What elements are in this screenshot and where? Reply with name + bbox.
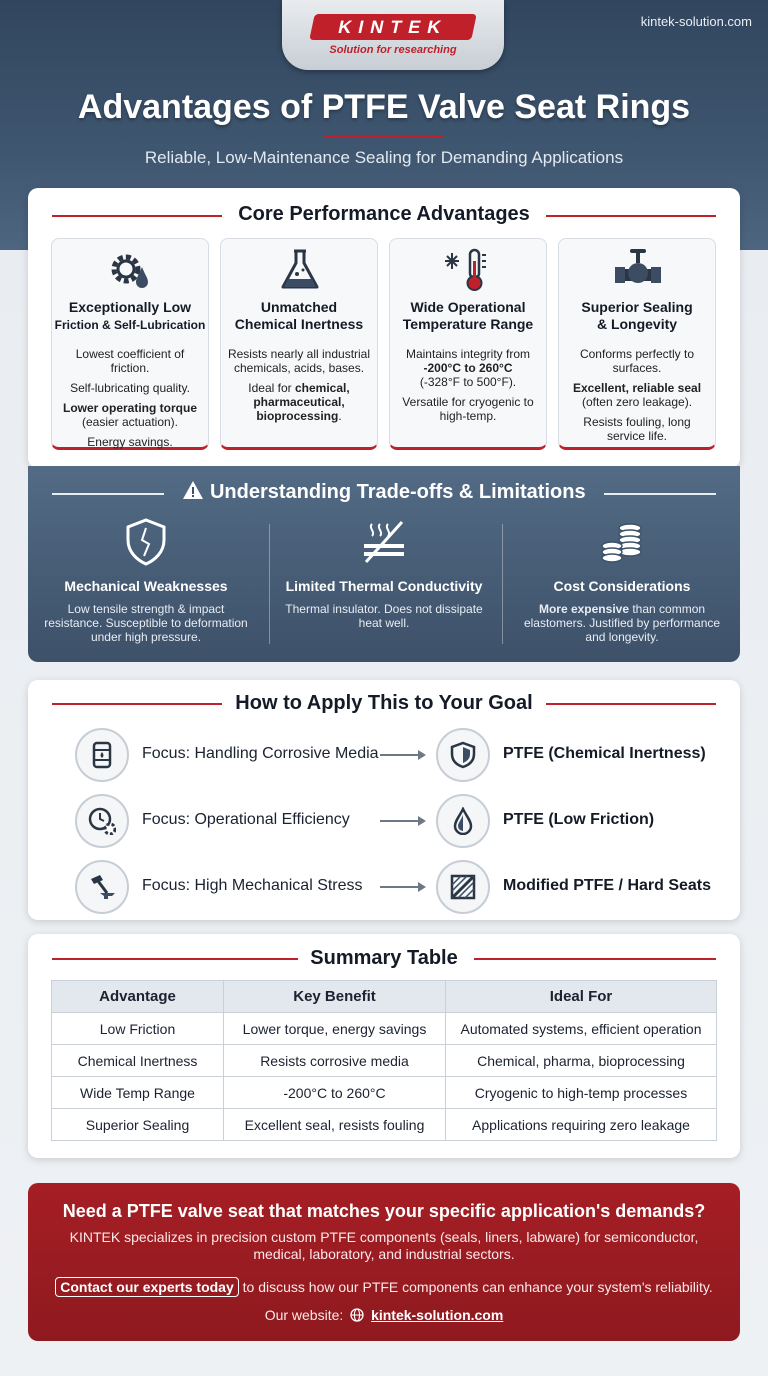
tradeoff-text: More expensive than common elastomers. Justified by performance and longevity. bbox=[523, 602, 721, 644]
summary-table bbox=[51, 980, 717, 1141]
advantage-title: Exceptionally Low Friction & Self-Lubrication bbox=[54, 299, 206, 332]
result-icon-circle bbox=[436, 728, 490, 782]
section-rule-right bbox=[546, 703, 716, 705]
focus-icon-circle bbox=[75, 728, 129, 782]
cta-heading: Need a PTFE valve seat that matches your specific application's demands? bbox=[62, 1201, 706, 1221]
barrel-icon bbox=[88, 741, 116, 769]
table-cell: Resists corrosive media bbox=[224, 1045, 446, 1077]
table-row bbox=[52, 1045, 717, 1077]
shield-icon bbox=[449, 741, 477, 769]
hammer-anvil-icon bbox=[88, 873, 116, 901]
result-icon-circle bbox=[436, 860, 490, 914]
core-advantages-section bbox=[28, 188, 740, 468]
tradeoff-title: Cost Considerations bbox=[553, 578, 691, 594]
result-text: Modified PTFE / Hard Seats bbox=[503, 877, 712, 894]
tradeoff-thermal bbox=[266, 518, 502, 648]
table-row bbox=[52, 1013, 717, 1045]
apply-row-efficiency bbox=[28, 794, 740, 850]
advantage-title: Superior Sealing & Longevity bbox=[581, 299, 693, 332]
table-header-row bbox=[52, 981, 717, 1013]
logo: KINTEK bbox=[309, 14, 477, 40]
table-cell: Superior Sealing bbox=[52, 1109, 224, 1141]
gear-drop-icon bbox=[106, 247, 156, 293]
focus-text: Focus: High Mechanical Stress bbox=[142, 877, 363, 894]
focus-text: Focus: Handling Corrosive Media bbox=[142, 745, 379, 762]
focus-icon-circle bbox=[75, 860, 129, 914]
result-text: PTFE (Low Friction) bbox=[503, 811, 655, 828]
globe-icon bbox=[350, 1308, 364, 1322]
website-link[interactable]: kintek-solution.com bbox=[371, 1307, 504, 1323]
warning-icon bbox=[182, 480, 204, 500]
title-divider bbox=[324, 136, 444, 138]
summary-heading: Summary Table bbox=[310, 947, 458, 969]
column-header: Key Benefit bbox=[224, 981, 446, 1013]
column-header: Ideal For bbox=[446, 981, 717, 1013]
arrow-icon bbox=[380, 820, 424, 822]
tradeoff-title: Mechanical Weaknesses bbox=[64, 578, 228, 594]
advantage-card-friction bbox=[51, 238, 209, 450]
hatched-square-icon bbox=[449, 873, 477, 901]
table-cell: Automated systems, efficient operation bbox=[446, 1013, 717, 1045]
table-cell: Cryogenic to high-temp processes bbox=[446, 1077, 717, 1109]
core-advantages-heading: Core Performance Advantages bbox=[238, 203, 530, 225]
focus-icon-circle bbox=[75, 794, 129, 848]
table-cell: Low Friction bbox=[52, 1013, 224, 1045]
clock-gear-icon bbox=[88, 807, 116, 835]
advantage-title: Wide Operational Temperature Range bbox=[402, 299, 534, 332]
heat-slash-icon bbox=[362, 518, 406, 566]
section-rule-right bbox=[604, 493, 716, 495]
section-rule-right bbox=[546, 215, 716, 217]
table-cell: Wide Temp Range bbox=[52, 1077, 224, 1109]
advantage-body: Conforms perfectly to surfaces. Excellent, reliable seal (often zero leakage). Resists fouling, long service life. bbox=[572, 347, 702, 443]
page-title: Advantages of PTFE Valve Seat Rings bbox=[77, 88, 691, 126]
advantage-body: Maintains integrity from -200°C to 260°C (-328°F to 500°F). Versatile for cryogenic to high-temp. bbox=[402, 347, 534, 423]
advantage-card-sealing bbox=[558, 238, 716, 450]
table-cell: Applications requiring zero leakage bbox=[446, 1109, 717, 1141]
site-url-link[interactable]: kintek-solution.com bbox=[640, 14, 752, 29]
table-row bbox=[52, 1109, 717, 1141]
coins-icon bbox=[600, 518, 644, 566]
focus-text: Focus: Operational Efficiency bbox=[142, 811, 350, 828]
contact-experts-button[interactable]: Contact our experts today bbox=[55, 1277, 238, 1297]
logo-tagline: Solution for researching bbox=[329, 44, 457, 56]
section-rule-right bbox=[474, 958, 716, 960]
tradeoff-text: Low tensile strength & impact resistance. Susceptible to deformation under high pressure. bbox=[44, 602, 248, 644]
tradeoff-cost bbox=[504, 518, 740, 648]
logo-tab[interactable] bbox=[282, 0, 504, 70]
flask-icon bbox=[275, 247, 325, 293]
apply-heading: How to Apply This to Your Goal bbox=[235, 692, 533, 714]
page-subtitle: Reliable, Low-Maintenance Sealing for Demanding Applications bbox=[144, 148, 624, 167]
website-label: Our website: bbox=[264, 1307, 344, 1323]
thermometer-snowflake-icon bbox=[444, 247, 494, 293]
tradeoff-mechanical bbox=[28, 518, 264, 648]
result-icon-circle bbox=[436, 794, 490, 848]
cta-section bbox=[28, 1183, 740, 1341]
cta-website bbox=[28, 1307, 740, 1323]
apply-row-corrosive bbox=[28, 728, 740, 784]
table-cell: Chemical, pharma, bioprocessing bbox=[446, 1045, 717, 1077]
valve-icon bbox=[613, 247, 663, 293]
cta-line-text: to discuss how our PTFE components can enhance your system's reliability. bbox=[242, 1279, 713, 1295]
apply-row-stress bbox=[28, 860, 740, 916]
tradeoffs-heading: Understanding Trade-offs & Limitations bbox=[28, 480, 740, 504]
table-cell: -200°C to 260°C bbox=[224, 1077, 446, 1109]
tradeoffs-section bbox=[28, 466, 740, 662]
drop-icon bbox=[449, 807, 477, 835]
divider bbox=[502, 524, 503, 644]
column-header: Advantage bbox=[52, 981, 224, 1013]
cta-line bbox=[28, 1277, 740, 1297]
tradeoff-title: Limited Thermal Conductivity bbox=[285, 578, 483, 594]
arrow-icon bbox=[380, 886, 424, 888]
summary-section bbox=[28, 934, 740, 1158]
table-row bbox=[52, 1077, 717, 1109]
tradeoff-text: Thermal insulator. Does not dissipate heat well. bbox=[285, 602, 483, 630]
advantage-body: Resists nearly all industrial chemicals, acids, bases. Ideal for chemical, pharmaceutical, bioprocessing. bbox=[227, 347, 371, 423]
table-cell: Lower torque, energy savings bbox=[224, 1013, 446, 1045]
cracked-shield-icon bbox=[124, 518, 168, 566]
advantage-card-temperature bbox=[389, 238, 547, 450]
table-cell: Chemical Inertness bbox=[52, 1045, 224, 1077]
arrow-icon bbox=[380, 754, 424, 756]
apply-section bbox=[28, 680, 740, 920]
cta-description: KINTEK specializes in precision custom PTFE components (seals, liners, labware) for semiconductor, medical, laboratory, and industrial sectors. bbox=[69, 1229, 699, 1262]
table-cell: Excellent seal, resists fouling bbox=[224, 1109, 446, 1141]
advantage-body: Lowest coefficient of friction. Self-lubricating quality. Lower operating torque (easier actuation). Energy savings. bbox=[62, 347, 197, 449]
advantage-title: Unmatched Chemical Inertness bbox=[234, 299, 364, 332]
advantage-card-chemical bbox=[220, 238, 378, 450]
result-text: PTFE (Chemical Inertness) bbox=[503, 745, 706, 762]
